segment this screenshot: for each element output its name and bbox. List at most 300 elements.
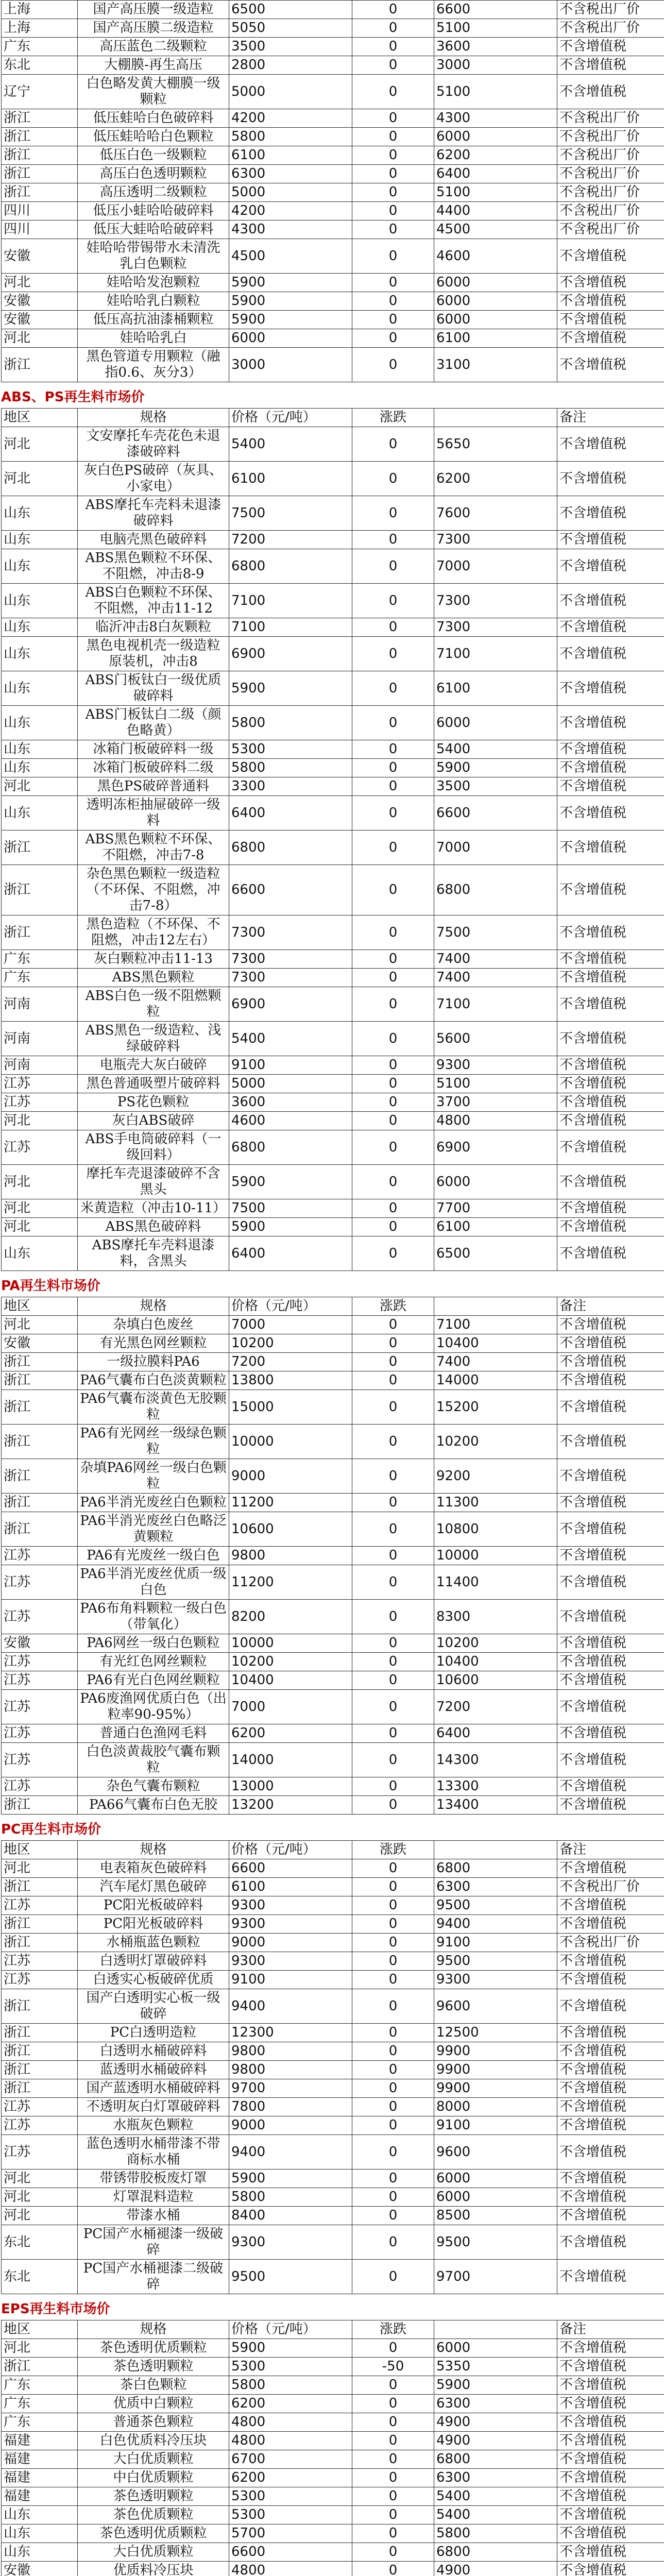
prev-price-cell: 9500 xyxy=(434,1896,557,1915)
price-cell: 5900 xyxy=(229,292,352,311)
note-cell: 不含增值税 xyxy=(557,348,664,382)
spec-cell: 低压蛙哈白色破碎料 xyxy=(78,109,229,128)
region-cell: 浙江 xyxy=(2,146,78,165)
change-cell: 0 xyxy=(352,239,434,274)
price-cell: 4200 xyxy=(229,202,352,221)
price-cell: 9300 xyxy=(229,1896,352,1915)
change-cell: 0 xyxy=(352,2543,434,2562)
note-cell: 不含增值税 xyxy=(557,2098,664,2116)
price-cell: 14000 xyxy=(229,1743,352,1777)
spec-cell: 灯罩混料造粒 xyxy=(78,2188,229,2207)
change-cell: 0 xyxy=(352,1634,434,1653)
note-cell: 不含增值税 xyxy=(557,2376,664,2395)
price-cell: 7800 xyxy=(229,2098,352,2116)
price-cell: 6400 xyxy=(229,1236,352,1271)
header-note: 备注 xyxy=(557,1841,664,1859)
price-cell: 4600 xyxy=(229,1112,352,1130)
note-cell: 不含税出厂价 xyxy=(557,1,664,19)
price-cell: 5800 xyxy=(229,2188,352,2207)
note-cell: 不含增值税 xyxy=(557,706,664,740)
region-cell: 河北 xyxy=(2,1199,78,1218)
header-price: 价格（元/吨） xyxy=(229,409,352,427)
prev-price-cell: 9200 xyxy=(434,1459,557,1494)
price-cell: 7000 xyxy=(229,1316,352,1334)
spec-cell: 白色淡黄裁胶气囊布颗粒 xyxy=(78,1743,229,1777)
table-row xyxy=(2,1334,664,1353)
spec-cell: 透明冻柜抽屉破碎一级料 xyxy=(78,796,229,831)
spec-cell: 低压白色一级颗粒 xyxy=(78,146,229,165)
note-cell: 不含增值税 xyxy=(557,1653,664,1671)
header-prev xyxy=(434,1297,557,1316)
price-cell: 10000 xyxy=(229,1425,352,1459)
spec-cell: 不透明灰白灯罩破碎料 xyxy=(78,2098,229,2116)
price-cell: 4500 xyxy=(229,239,352,274)
price-cell: 15000 xyxy=(229,1390,352,1425)
prev-price-cell: 5100 xyxy=(434,75,557,109)
price-cell: 6800 xyxy=(229,1130,352,1165)
region-cell: 江苏 xyxy=(2,1971,78,1989)
price-cell: 5900 xyxy=(229,2170,352,2188)
spec-cell: 有光黑色网丝颗粒 xyxy=(78,1334,229,1353)
note-cell: 不含增值税 xyxy=(557,1316,664,1334)
price-cell: 4800 xyxy=(229,2562,352,2576)
change-cell: 0 xyxy=(352,950,434,969)
table-row xyxy=(2,1690,664,1724)
spec-cell: 有光红色网丝颗粒 xyxy=(78,1653,229,1671)
spec-cell: PC阳光板破碎料 xyxy=(78,1896,229,1915)
spec-cell: ABS门板钛白一级优质破碎料 xyxy=(78,671,229,706)
table-row xyxy=(2,1199,664,1218)
change-cell: 0 xyxy=(352,2135,434,2170)
spec-cell: 高压蓝色二级颗粒 xyxy=(78,38,229,56)
region-cell: 河北 xyxy=(2,427,78,462)
table-row xyxy=(2,2061,664,2079)
note-cell: 不含增值税 xyxy=(557,38,664,56)
change-cell: 0 xyxy=(352,1878,434,1896)
prev-price-cell: 3500 xyxy=(434,777,557,796)
spec-cell: PA6布角料颗粒一级白色（带氧化） xyxy=(78,1600,229,1634)
table-row xyxy=(2,1130,664,1165)
price-cell: 3500 xyxy=(229,38,352,56)
region-cell: 东北 xyxy=(2,56,78,75)
price-cell: 13200 xyxy=(229,1796,352,1815)
change-cell: 0 xyxy=(352,969,434,987)
table-row xyxy=(2,239,664,274)
header-spec: 规格 xyxy=(78,1841,229,1859)
note-cell: 不含增值税 xyxy=(557,2524,664,2543)
price-cell: 6100 xyxy=(229,1878,352,1896)
table-row xyxy=(2,2339,664,2358)
spec-cell: 低压大蛙哈哈破碎料 xyxy=(78,221,229,239)
prev-price-cell: 6300 xyxy=(434,2469,557,2487)
spec-cell: 茶色透明颗粒 xyxy=(78,2487,229,2506)
change-cell: 0 xyxy=(352,865,434,916)
table-row xyxy=(2,759,664,777)
change-cell: 0 xyxy=(352,549,434,584)
note-cell: 不含增值税 xyxy=(557,1165,664,1199)
region-cell: 浙江 xyxy=(2,2042,78,2061)
table-row xyxy=(2,75,664,109)
price-cell: 7300 xyxy=(229,916,352,950)
change-cell: 0 xyxy=(352,165,434,183)
note-cell: 不含增值税 xyxy=(557,1915,664,1934)
change-cell: 0 xyxy=(352,2024,434,2042)
table-row xyxy=(2,2024,664,2042)
region-cell: 江苏 xyxy=(2,2116,78,2135)
prev-price-cell: 6300 xyxy=(434,2395,557,2413)
price-cell: 9300 xyxy=(229,1952,352,1971)
spec-cell: 黑色造粒（不环保、不阻燃，冲击12左右） xyxy=(78,916,229,950)
change-cell: 0 xyxy=(352,1218,434,1236)
price-cell: 3000 xyxy=(229,348,352,382)
note-cell: 不含增值税 xyxy=(557,1130,664,1165)
prev-price-cell: 7000 xyxy=(434,831,557,865)
change-cell: 0 xyxy=(352,2042,434,2061)
region-cell: 江苏 xyxy=(2,1724,78,1743)
price-cell: 4800 xyxy=(229,2432,352,2450)
note-cell: 不含增值税 xyxy=(557,2450,664,2469)
spec-cell: 普通白色渔网毛料 xyxy=(78,1724,229,1743)
table-row xyxy=(2,1056,664,1075)
change-cell: 0 xyxy=(352,1989,434,2024)
price-cell: 7200 xyxy=(229,531,352,549)
prev-price-cell: 9100 xyxy=(434,1934,557,1952)
price-cell: 13000 xyxy=(229,1777,352,1796)
region-cell: 浙江 xyxy=(2,1371,78,1390)
prev-price-cell: 3600 xyxy=(434,38,557,56)
spec-cell: 黑色管道专用颗粒（融指0.6、灰分3） xyxy=(78,348,229,382)
price-cell: 5900 xyxy=(229,274,352,292)
change-cell: 0 xyxy=(352,1796,434,1815)
prev-price-cell: 5100 xyxy=(434,19,557,38)
spec-cell: 临沂冲击8白灰颗粒 xyxy=(78,618,229,637)
region-cell: 浙江 xyxy=(2,2024,78,2042)
note-cell: 不含增值税 xyxy=(557,1671,664,1690)
region-cell: 浙江 xyxy=(2,1796,78,1815)
change-cell: 0 xyxy=(352,329,434,348)
region-cell: 安徽 xyxy=(2,2562,78,2576)
region-cell: 山东 xyxy=(2,531,78,549)
note-cell: 不含增值税 xyxy=(557,2432,664,2450)
region-cell: 广东 xyxy=(2,969,78,987)
spec-cell: 国产蓝透明水桶破碎料 xyxy=(78,2079,229,2098)
price-cell: 9100 xyxy=(229,1971,352,1989)
price-cell: 6800 xyxy=(229,831,352,865)
region-cell: 安徽 xyxy=(2,1334,78,1353)
price-table xyxy=(1,1840,664,2294)
region-cell: 山东 xyxy=(2,549,78,584)
spec-cell: 娃哈哈乳白颗粒 xyxy=(78,292,229,311)
change-cell: 0 xyxy=(352,1093,434,1112)
note-cell: 不含增值税 xyxy=(557,2170,664,2188)
note-cell: 不含增值税 xyxy=(557,274,664,292)
region-cell: 广东 xyxy=(2,2376,78,2395)
spec-cell: 杂色气囊布颗粒 xyxy=(78,1777,229,1796)
table-row xyxy=(2,1600,664,1634)
region-cell: 河北 xyxy=(2,462,78,496)
region-cell: 浙江 xyxy=(2,109,78,128)
spec-cell: 蓝色透明水桶带漆不带商标水桶 xyxy=(78,2135,229,2170)
spec-cell: 白透明灯罩破碎料 xyxy=(78,1952,229,1971)
price-cell: 9800 xyxy=(229,2061,352,2079)
prev-price-cell: 5350 xyxy=(434,2358,557,2376)
region-cell: 浙江 xyxy=(2,1494,78,1512)
prev-price-cell: 6000 xyxy=(434,311,557,329)
header-change: 涨跌 xyxy=(352,2320,434,2339)
change-cell: 0 xyxy=(352,1859,434,1878)
region-cell: 江苏 xyxy=(2,1130,78,1165)
price-cell: 5000 xyxy=(229,1075,352,1093)
spec-cell: 黑色普通吸塑片破碎料 xyxy=(78,1075,229,1093)
table-row xyxy=(2,2524,664,2543)
change-cell: 0 xyxy=(352,128,434,146)
region-cell: 安徽 xyxy=(2,292,78,311)
spec-cell: ABS黑色颗粒 xyxy=(78,969,229,987)
prev-price-cell: 4500 xyxy=(434,221,557,239)
spec-cell: 蓝透明水桶破碎料 xyxy=(78,2061,229,2079)
table-row xyxy=(2,329,664,348)
change-cell: 0 xyxy=(352,38,434,56)
spec-cell: 电瓶壳大灰白破碎 xyxy=(78,1056,229,1075)
note-cell: 不含税出厂价 xyxy=(557,109,664,128)
spec-cell: PC阳光板破碎料 xyxy=(78,1915,229,1934)
header-note: 备注 xyxy=(557,2320,664,2339)
price-cell: 9500 xyxy=(229,2260,352,2294)
change-cell: 0 xyxy=(352,1056,434,1075)
prev-price-cell: 10600 xyxy=(434,1671,557,1690)
table-row xyxy=(2,1915,664,1934)
change-cell: 0 xyxy=(352,531,434,549)
prev-price-cell: 9600 xyxy=(434,2135,557,2170)
note-cell: 不含增值税 xyxy=(557,2487,664,2506)
header-region: 地区 xyxy=(2,2320,78,2339)
prev-price-cell: 5400 xyxy=(434,2487,557,2506)
table-row xyxy=(2,1112,664,1130)
region-cell: 江苏 xyxy=(2,1777,78,1796)
table-row xyxy=(2,584,664,618)
prev-price-cell: 8300 xyxy=(434,1600,557,1634)
prev-price-cell: 4900 xyxy=(434,2562,557,2576)
table-row xyxy=(2,2487,664,2506)
region-cell: 山东 xyxy=(2,706,78,740)
prev-price-cell: 8500 xyxy=(434,2207,557,2225)
spec-cell: PA6半消光废丝白色略泛黄颗粒 xyxy=(78,1512,229,1547)
price-cell: 5000 xyxy=(229,183,352,202)
header-change: 涨跌 xyxy=(352,1841,434,1859)
spec-cell: PA6气囊布白色淡黄颗粒 xyxy=(78,1371,229,1390)
change-cell: 0 xyxy=(352,1934,434,1952)
change-cell: 0 xyxy=(352,1743,434,1777)
region-cell: 河北 xyxy=(2,2207,78,2225)
prev-price-cell: 5650 xyxy=(434,427,557,462)
change-cell: 0 xyxy=(352,916,434,950)
prev-price-cell: 5800 xyxy=(434,2524,557,2543)
region-cell: 河南 xyxy=(2,987,78,1022)
price-cell: 5900 xyxy=(229,311,352,329)
spec-cell: 杂填PA6网丝一级白色颗粒 xyxy=(78,1459,229,1494)
prev-price-cell: 6100 xyxy=(434,329,557,348)
table-row xyxy=(2,969,664,987)
price-cell: 7300 xyxy=(229,969,352,987)
price-cell: 9000 xyxy=(229,2116,352,2135)
prev-price-cell: 5100 xyxy=(434,183,557,202)
header-region: 地区 xyxy=(2,1297,78,1316)
price-cell: 6300 xyxy=(229,165,352,183)
table-row xyxy=(2,1353,664,1371)
price-cell: 5900 xyxy=(229,2339,352,2358)
region-cell: 江苏 xyxy=(2,1653,78,1671)
region-cell: 广东 xyxy=(2,2413,78,2432)
note-cell: 不含增值税 xyxy=(557,1743,664,1777)
price-cell: 6900 xyxy=(229,987,352,1022)
prev-price-cell: 7300 xyxy=(434,618,557,637)
prev-price-cell: 6000 xyxy=(434,706,557,740)
table-row xyxy=(2,549,664,584)
note-cell: 不含增值税 xyxy=(557,1334,664,1353)
prev-price-cell: 9300 xyxy=(434,1971,557,1989)
change-cell: 0 xyxy=(352,2225,434,2260)
table-row xyxy=(2,462,664,496)
change-cell: 0 xyxy=(352,496,434,531)
header-note: 备注 xyxy=(557,1297,664,1316)
change-cell: 0 xyxy=(352,1425,434,1459)
spec-cell: 一级拉膜料PA6 xyxy=(78,1353,229,1371)
change-cell: 0 xyxy=(352,1512,434,1547)
region-cell: 江苏 xyxy=(2,1075,78,1093)
spec-cell: PA6半消光废丝优质一级白色 xyxy=(78,1565,229,1600)
note-cell: 不含增值税 xyxy=(557,1093,664,1112)
spec-cell: ABS黑色破碎料 xyxy=(78,1218,229,1236)
price-cell: 8400 xyxy=(229,2207,352,2225)
note-cell: 不含增值税 xyxy=(557,2413,664,2432)
prev-price-cell: 11300 xyxy=(434,1494,557,1512)
spec-cell: PA6气囊布淡黄色无胶颗粒 xyxy=(78,1390,229,1425)
note-cell: 不含税出厂价 xyxy=(557,183,664,202)
change-cell: 0 xyxy=(352,796,434,831)
note-cell: 不含增值税 xyxy=(557,1859,664,1878)
spec-cell: 低压高抗油漆桶颗粒 xyxy=(78,311,229,329)
price-cell: 9400 xyxy=(229,2135,352,2170)
prev-price-cell: 5900 xyxy=(434,759,557,777)
region-cell: 浙江 xyxy=(2,831,78,865)
price-cell: 10600 xyxy=(229,1512,352,1547)
region-cell: 山东 xyxy=(2,2506,78,2524)
price-cell: 8200 xyxy=(229,1600,352,1634)
region-cell: 安徽 xyxy=(2,1634,78,1653)
table-row xyxy=(2,618,664,637)
price-cell: 9000 xyxy=(229,1459,352,1494)
prev-price-cell: 6600 xyxy=(434,1,557,19)
section-title: ABS、PS再生料市场价 xyxy=(1,389,145,405)
region-cell: 浙江 xyxy=(2,1878,78,1896)
price-cell: 5700 xyxy=(229,2524,352,2543)
spec-cell: PA6有光白色网丝颗粒 xyxy=(78,1671,229,1690)
spec-cell: 水瓶灰色颗粒 xyxy=(78,2116,229,2135)
spec-cell: 电脑壳黑色破碎料 xyxy=(78,531,229,549)
prev-price-cell: 7100 xyxy=(434,1316,557,1334)
table-row xyxy=(2,950,664,969)
change-cell: 0 xyxy=(352,1236,434,1271)
spec-cell: ABS白色一级不阻燃颗粒 xyxy=(78,987,229,1022)
price-table xyxy=(1,2320,664,2576)
note-cell: 不含增值税 xyxy=(557,1896,664,1915)
price-cell: 13800 xyxy=(229,1371,352,1390)
price-cell: 6500 xyxy=(229,1,352,19)
note-cell: 不含税出厂价 xyxy=(557,1934,664,1952)
section-title: PC再生料市场价 xyxy=(1,1822,101,1837)
region-cell: 江苏 xyxy=(2,1565,78,1600)
change-cell: 0 xyxy=(352,19,434,38)
spec-cell: ABS白色颗粒不环保、不阻燃，冲击11-12 xyxy=(78,584,229,618)
price-cell: 6000 xyxy=(229,329,352,348)
change-cell: 0 xyxy=(352,348,434,382)
table-row xyxy=(2,1671,664,1690)
table-row xyxy=(2,1896,664,1915)
prev-price-cell: 7100 xyxy=(434,987,557,1022)
price-cell: 6400 xyxy=(229,796,352,831)
change-cell: 0 xyxy=(352,2207,434,2225)
change-cell: 0 xyxy=(352,1022,434,1056)
price-cell: 4800 xyxy=(229,2413,352,2432)
change-cell: 0 xyxy=(352,1690,434,1724)
spec-cell: 冰箱门板破碎料一级 xyxy=(78,740,229,759)
note-cell: 不含增值税 xyxy=(557,1199,664,1218)
header-price: 价格（元/吨） xyxy=(229,1841,352,1859)
price-cell: 6600 xyxy=(229,2543,352,2562)
table-row xyxy=(2,1989,664,2024)
change-cell: 0 xyxy=(352,2116,434,2135)
change-cell: 0 xyxy=(352,292,434,311)
change-cell: 0 xyxy=(352,1112,434,1130)
price-cell: 5900 xyxy=(229,1165,352,1199)
spec-cell: ABS摩托车壳料退漆料，含黑头 xyxy=(78,1236,229,1271)
region-cell: 广东 xyxy=(2,2395,78,2413)
header-change: 涨跌 xyxy=(352,409,434,427)
table-row xyxy=(2,1459,664,1494)
note-cell: 不含增值税 xyxy=(557,2188,664,2207)
change-cell: 0 xyxy=(352,1075,434,1093)
spec-cell: PC国产水桶褪漆一级破碎 xyxy=(78,2225,229,2260)
prev-price-cell: 9500 xyxy=(434,2225,557,2260)
table-row xyxy=(2,348,664,382)
change-cell: 0 xyxy=(352,584,434,618)
prev-price-cell: 3700 xyxy=(434,1093,557,1112)
price-cell: 5000 xyxy=(229,75,352,109)
spec-cell: ABS门板钛白二级（颜色略黄） xyxy=(78,706,229,740)
prev-price-cell: 10400 xyxy=(434,1334,557,1353)
prev-price-cell: 12500 xyxy=(434,2024,557,2042)
prev-price-cell: 4300 xyxy=(434,109,557,128)
table-row xyxy=(2,2413,664,2432)
prev-price-cell: 7000 xyxy=(434,549,557,584)
price-cell: 10000 xyxy=(229,1634,352,1653)
change-cell: 0 xyxy=(352,1371,434,1390)
table-row xyxy=(2,202,664,221)
note-cell: 不含增值税 xyxy=(557,2225,664,2260)
prev-price-cell: 6600 xyxy=(434,796,557,831)
region-cell: 河北 xyxy=(2,329,78,348)
prev-price-cell: 11400 xyxy=(434,1565,557,1600)
note-cell: 不含增值税 xyxy=(557,2207,664,2225)
region-cell: 福建 xyxy=(2,2469,78,2487)
note-cell: 不含增值税 xyxy=(557,1547,664,1565)
table-row xyxy=(2,2450,664,2469)
table-row xyxy=(2,2188,664,2207)
spec-cell: 国产白透明实心板一级破碎 xyxy=(78,1989,229,2024)
price-cell: 9800 xyxy=(229,2042,352,2061)
table-row xyxy=(2,2207,664,2225)
price-cell: 6100 xyxy=(229,462,352,496)
